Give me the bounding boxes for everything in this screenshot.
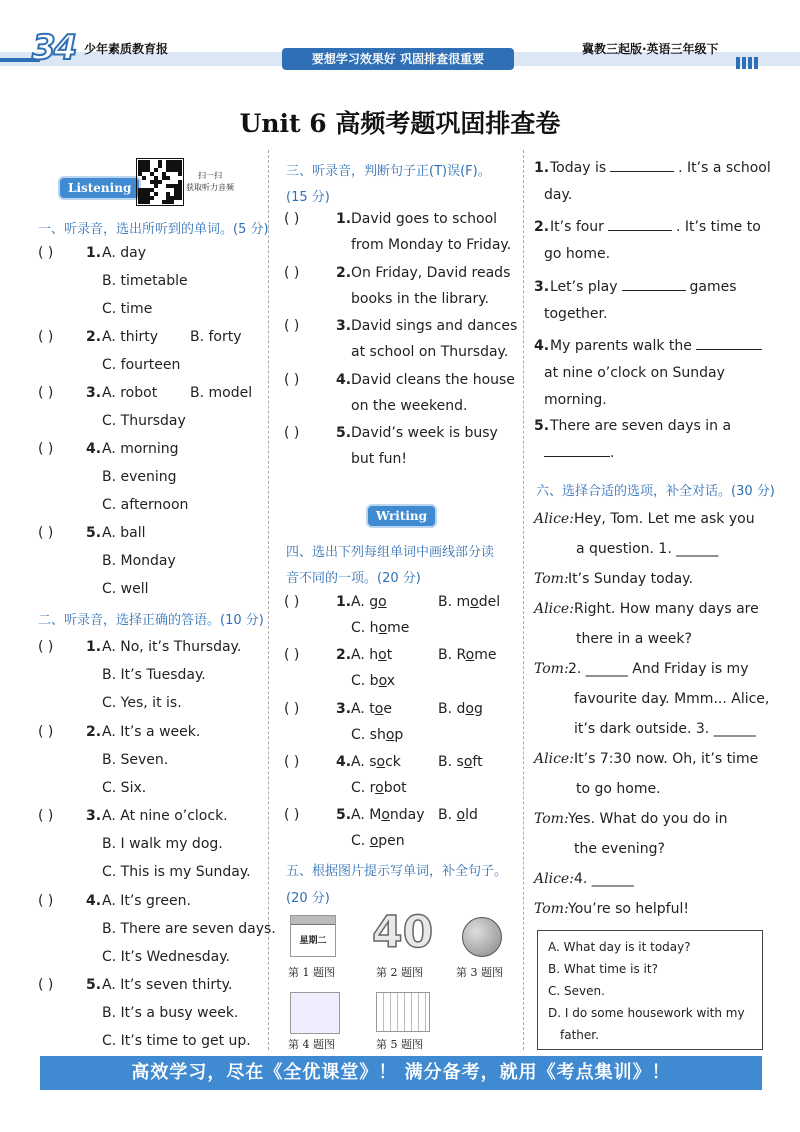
dialog-line: there in a week?: [576, 631, 692, 647]
option: B. I walk my dog.: [102, 836, 223, 852]
answer-paren[interactable]: ( ): [284, 264, 300, 281]
sentence-text: . It’s time to: [675, 219, 761, 235]
question-number: 4.: [336, 753, 352, 770]
word-part: A. s: [351, 753, 377, 770]
dialog-line: Yes. What do you do in: [568, 811, 728, 827]
question-number: 3.: [86, 808, 102, 824]
option-a: A. It’s a week.: [102, 723, 201, 740]
section-heading: 三、听录音，判断句子正(T)误(F)。: [286, 164, 491, 179]
speaker-name: [534, 510, 574, 528]
underlined-letter: o: [463, 753, 473, 770]
option-b: [438, 593, 500, 611]
section-heading: 音不同的一项。(20 分): [286, 571, 421, 586]
option: B. Seven.: [102, 751, 169, 768]
answer-paren[interactable]: ( ): [38, 329, 54, 345]
sentence-line: [550, 337, 766, 355]
option: C. time: [102, 301, 153, 317]
colon: :: [563, 571, 569, 587]
option: C. Yes, it is.: [102, 695, 182, 711]
word-part: C. r: [351, 779, 376, 796]
speaker-label: Tom: [534, 571, 564, 587]
sentence-line: [544, 245, 610, 263]
calendar-text: 星期二: [299, 936, 327, 946]
question-number: 1.: [86, 639, 102, 655]
underlined-letter: o: [374, 700, 384, 717]
option-a: A. It’s seven thirty.: [102, 977, 233, 993]
qr-module: [178, 196, 182, 200]
speaker-name: [534, 810, 569, 828]
family-walk-picture: [290, 992, 340, 1034]
question-number: 3.: [534, 279, 550, 295]
option: B. timetable: [102, 273, 188, 289]
option: C. fourteen: [102, 357, 181, 373]
dialog-line: Right. How many days are: [574, 601, 759, 617]
qr-module: [146, 200, 150, 204]
picture-caption: 第 2 题图: [376, 966, 423, 979]
word-part: A. t: [351, 700, 375, 717]
option-d-cont: father.: [560, 1028, 599, 1042]
qr-module: [150, 196, 154, 200]
option-c: C. Seven.: [548, 984, 605, 998]
speaker-name: [534, 750, 574, 768]
option-b: [438, 700, 483, 718]
section-heading: 六、选择合适的选项，补全对话。(30 分): [536, 484, 775, 499]
qr-module: [154, 184, 158, 188]
section-heading: 二、听录音，选择正确的答语。(10 分): [38, 613, 264, 628]
statement-line: on the weekend.: [351, 397, 468, 414]
calendar-picture: [290, 915, 336, 957]
sentence-line: morning.: [544, 392, 607, 408]
underlined-letter: o: [375, 779, 384, 796]
word-part: A. g: [351, 594, 379, 610]
options-box: [537, 930, 763, 1050]
sentence-line: [544, 186, 572, 204]
question-number: 5.: [86, 977, 102, 993]
statement-line: at school on Thursday.: [351, 344, 509, 360]
option-a: [351, 753, 401, 771]
section-heading: 一、听录音，选出所听到的单词。(5 分): [38, 222, 269, 237]
statement-line: David cleans the house: [351, 371, 515, 388]
word-part: A. M: [351, 807, 382, 824]
sentence-text: at nine o’clock on Sunday: [544, 365, 725, 381]
option-a: A. At nine o’clock.: [102, 808, 228, 824]
qr-module: [154, 192, 158, 196]
underlined-letter: o: [465, 700, 474, 717]
dialog-line: it’s dark outside. 3. ______: [574, 721, 756, 737]
sentence-text: Let’s play: [550, 279, 618, 295]
statement-line: from Monday to Friday.: [351, 237, 512, 253]
speaker-name: [534, 900, 569, 918]
word-part: B.: [438, 807, 457, 824]
sentence-text: .: [610, 445, 615, 461]
option-c: [351, 779, 407, 797]
question-number: 4.: [86, 441, 102, 457]
sentence-text: go home.: [544, 246, 611, 262]
underlined-letter: o: [385, 726, 395, 743]
answer-paren[interactable]: ( ): [38, 808, 54, 824]
sentence-line: [550, 417, 731, 435]
colon: :: [569, 601, 574, 617]
option-b: B. forty: [190, 329, 242, 345]
dialog-line: favourite day. Mmm... Alice,: [574, 691, 770, 707]
word-part: C. sh: [351, 726, 386, 743]
dialog-line: 2. ______ And Friday is my: [568, 661, 749, 677]
sentence-text: day.: [544, 187, 573, 203]
option: C. This is my Sunday.: [102, 864, 251, 880]
option: B. evening: [102, 469, 177, 485]
option-a: A. What day is it today?: [548, 940, 691, 954]
word-part: me: [474, 647, 497, 664]
underlined-letter: o: [378, 594, 387, 610]
sentence-text: There are seven days in a: [550, 418, 732, 434]
scan-text: 获取听力音频: [186, 183, 234, 192]
word-part: C.: [351, 833, 370, 850]
option-a: [351, 700, 392, 718]
column-divider: [523, 150, 524, 1050]
answer-paren[interactable]: ( ): [284, 211, 300, 227]
speaker-name: [534, 660, 569, 678]
word-part: del: [478, 594, 501, 610]
statement-line: David goes to school: [351, 211, 498, 227]
option: C. well: [102, 581, 149, 597]
question-number: 4.: [86, 892, 102, 909]
word-part: me: [387, 620, 410, 636]
sentence-line: [544, 444, 614, 462]
underlined-letter: o: [378, 673, 387, 690]
section-heading: (20 分): [286, 891, 330, 906]
question-number: 5.: [336, 425, 352, 441]
sentence-text: together.: [544, 306, 608, 322]
question-number: 3.: [336, 700, 352, 717]
word-part: B. s: [438, 753, 464, 770]
column-divider: [268, 150, 269, 1050]
option: C. It’s Wednesday.: [102, 948, 230, 965]
word-part: A. h: [351, 647, 379, 664]
colon: :: [563, 811, 569, 827]
speaker-name: [534, 600, 574, 618]
qr-module: [178, 172, 182, 176]
answer-blank[interactable]: [544, 456, 610, 457]
underlined-letter: o: [470, 594, 479, 610]
dialog-line: 4. ______: [574, 871, 634, 887]
option-c: [351, 726, 403, 744]
answer-paren[interactable]: ( ): [284, 807, 300, 824]
question-number: 2.: [534, 219, 550, 235]
answer-blank[interactable]: [622, 290, 686, 291]
answer-paren[interactable]: ( ): [284, 753, 300, 770]
answer-paren[interactable]: ( ): [38, 892, 54, 909]
dialog-line: Hey, Tom. Let me ask you: [574, 511, 755, 527]
speaker-label: Alice: [534, 601, 570, 617]
question-number: 1.: [336, 211, 352, 227]
option: B. Monday: [102, 553, 176, 569]
qr-module: [158, 180, 162, 184]
speaker-label: Tom: [534, 661, 564, 677]
option: C. It’s time to get up.: [102, 1033, 251, 1049]
underlined-letter: o: [378, 647, 387, 664]
dialog-line: the evening?: [574, 841, 665, 857]
statement-line: David’s week is busy: [351, 425, 498, 441]
qr-module: [170, 200, 174, 204]
statement-line: but fun!: [351, 451, 407, 467]
picture-caption: 第 4 题图: [288, 1038, 335, 1051]
statement-line: On Friday, David reads: [351, 264, 511, 281]
listening-badge: Listening: [60, 178, 139, 198]
option: B. There are seven days.: [102, 920, 276, 937]
option-a: [351, 646, 392, 664]
speaker-label: Alice: [534, 871, 570, 887]
option-b: [438, 806, 478, 824]
question-number: 5.: [86, 525, 102, 541]
word-part: C. h: [351, 620, 379, 636]
option-a: [351, 806, 425, 824]
speaker-name: [534, 870, 574, 888]
qr-code[interactable]: [136, 158, 184, 206]
word-part: B. m: [438, 594, 471, 610]
dialog-line: You’re so helpful!: [568, 901, 689, 917]
qr-module: [142, 176, 146, 180]
option-a: A. morning: [102, 441, 179, 457]
answer-blank[interactable]: [696, 349, 762, 350]
option-d: D. I do some housework with my: [548, 1006, 745, 1020]
qr-module: [154, 168, 158, 172]
underlined-letter: o: [465, 647, 475, 664]
option: C. Thursday: [102, 413, 186, 429]
underlined-letter: o: [376, 753, 386, 770]
question-number: 2.: [336, 647, 352, 664]
paper-name: 少年素质教育报: [84, 42, 169, 56]
option-c: [351, 672, 395, 690]
speaker-label: Tom: [534, 901, 564, 917]
footer-banner: 高效学习，尽在《全优课堂》！ 满分备考，就用《考点集训》！: [40, 1056, 762, 1090]
question-number: 4.: [534, 338, 550, 354]
picture-caption: 第 1 题图: [288, 966, 335, 979]
answer-paren[interactable]: ( ): [38, 441, 54, 457]
answer-blank[interactable]: [608, 230, 672, 231]
option-a: A. day: [102, 245, 146, 261]
answer-paren[interactable]: ( ): [284, 700, 300, 717]
underlined-letter: o: [456, 807, 466, 824]
statement-line: David sings and dances: [351, 318, 518, 334]
answer-paren[interactable]: ( ): [38, 639, 54, 655]
underlined-letter: o: [378, 620, 388, 636]
answer-paren[interactable]: ( ): [38, 525, 54, 541]
dialog-line: It’s Sunday today.: [568, 571, 693, 587]
picture-caption: 第 5 题图: [376, 1038, 423, 1051]
option-a: [351, 593, 387, 611]
sentence-text: My parents walk the: [550, 338, 692, 354]
statement-line: books in the library.: [351, 290, 490, 307]
header-slogan: 要想学习效果好 巩固排查很重要: [282, 48, 514, 70]
question-number: 1.: [534, 160, 550, 176]
colon: :: [563, 901, 569, 917]
word-part: C. b: [351, 673, 379, 690]
calendar-month-picture: [376, 992, 430, 1032]
speaker-label: Alice: [534, 751, 570, 767]
question-number: 2.: [336, 264, 352, 281]
sentence-text: Today is: [550, 160, 607, 176]
section-heading: 五、根据图片提示写单词，补全句子。: [286, 864, 508, 879]
option: B. It’s a busy week.: [102, 1005, 239, 1021]
word-part: p: [394, 726, 404, 743]
sentence-line: [550, 278, 737, 296]
speaker-label: Alice: [534, 511, 570, 527]
answer-paren[interactable]: ( ): [284, 594, 300, 610]
option-a: A. It’s green.: [102, 892, 191, 909]
answer-paren[interactable]: ( ): [38, 245, 54, 261]
question-number: 1.: [86, 245, 102, 261]
option: B. It’s Tuesday.: [102, 667, 206, 683]
sentence-line: [550, 159, 771, 177]
writing-badge: Writing: [368, 506, 435, 526]
speaker-label: Tom: [534, 811, 564, 827]
word-part: ck: [385, 753, 401, 770]
answer-paren[interactable]: ( ): [284, 425, 300, 441]
colon: :: [569, 511, 574, 527]
answer-paren[interactable]: ( ): [38, 977, 54, 993]
colon: :: [569, 871, 574, 887]
question-number: 5.: [336, 807, 352, 824]
answer-paren[interactable]: ( ): [284, 647, 300, 664]
option-b: B. model: [190, 385, 253, 401]
header-bars: [734, 54, 758, 73]
sentence-text: . It’s a school: [678, 160, 771, 176]
word-part: ft: [472, 753, 483, 770]
word-part: B. d: [438, 700, 466, 717]
option-a: A. thirty: [102, 329, 159, 345]
option-c: [351, 832, 405, 850]
option-a: A. No, it’s Thursday.: [102, 639, 242, 655]
answer-blank[interactable]: [610, 171, 674, 172]
scan-text: 扫一扫: [198, 171, 222, 180]
question-number: 1.: [336, 594, 352, 610]
option: C. afternoon: [102, 497, 189, 513]
sentence-text: games: [689, 279, 737, 295]
ball-picture: [462, 917, 502, 957]
word-part: t: [386, 647, 393, 664]
question-number: 2.: [86, 329, 102, 345]
qr-module: [158, 164, 162, 168]
section-heading: 四、选出下列每组单词中画线部分读: [286, 545, 495, 560]
word-part: e: [383, 700, 392, 717]
edition-label: 冀教三起版·英语三年级下: [582, 42, 719, 56]
word-part: pen: [378, 833, 405, 850]
answer-paren[interactable]: ( ): [38, 385, 54, 401]
option-b: [438, 646, 496, 664]
answer-paren[interactable]: ( ): [284, 318, 300, 334]
colon: :: [563, 661, 569, 677]
word-part: B. R: [438, 647, 466, 664]
dialog-line: It’s 7:30 now. Oh, it’s time: [574, 751, 759, 767]
word-part: nday: [389, 807, 425, 824]
underlined-letter: o: [369, 833, 379, 850]
sentence-line: [550, 218, 761, 236]
underlined-letter: o: [381, 807, 390, 824]
option-b: B. What time is it?: [548, 962, 658, 976]
option-c: [351, 619, 409, 637]
word-part: ld: [465, 807, 478, 824]
answer-paren[interactable]: ( ): [38, 723, 54, 740]
question-number: 4.: [336, 371, 352, 388]
option-a: A. ball: [102, 525, 146, 541]
word-part: bot: [383, 779, 407, 796]
page-number: 34: [32, 28, 76, 68]
option: C. Six.: [102, 779, 147, 796]
word-part: g: [473, 700, 483, 717]
question-number: 2.: [86, 723, 102, 740]
dialog-line: to go home.: [576, 781, 661, 797]
number-forty-picture: 40: [372, 907, 434, 958]
sentence-line: [544, 364, 725, 382]
question-number: 5.: [534, 418, 550, 434]
option-a: A. robot: [102, 385, 158, 401]
question-number: 3.: [336, 318, 352, 334]
qr-module: [166, 176, 170, 180]
answer-paren[interactable]: ( ): [284, 371, 300, 388]
word-part: x: [386, 673, 395, 690]
page-title: Unit 6 高频考题巩固排查卷: [239, 109, 561, 138]
sentence-text: It’s four: [550, 219, 604, 235]
option-b: [438, 753, 483, 771]
sentence-line: [544, 305, 607, 323]
picture-caption: 第 3 题图: [456, 966, 503, 979]
question-number: 3.: [86, 385, 102, 401]
section-heading: (15 分): [286, 190, 330, 205]
dialog-line: a question. 1. ______: [576, 541, 719, 557]
speaker-name: [534, 570, 569, 588]
colon: :: [569, 751, 574, 767]
